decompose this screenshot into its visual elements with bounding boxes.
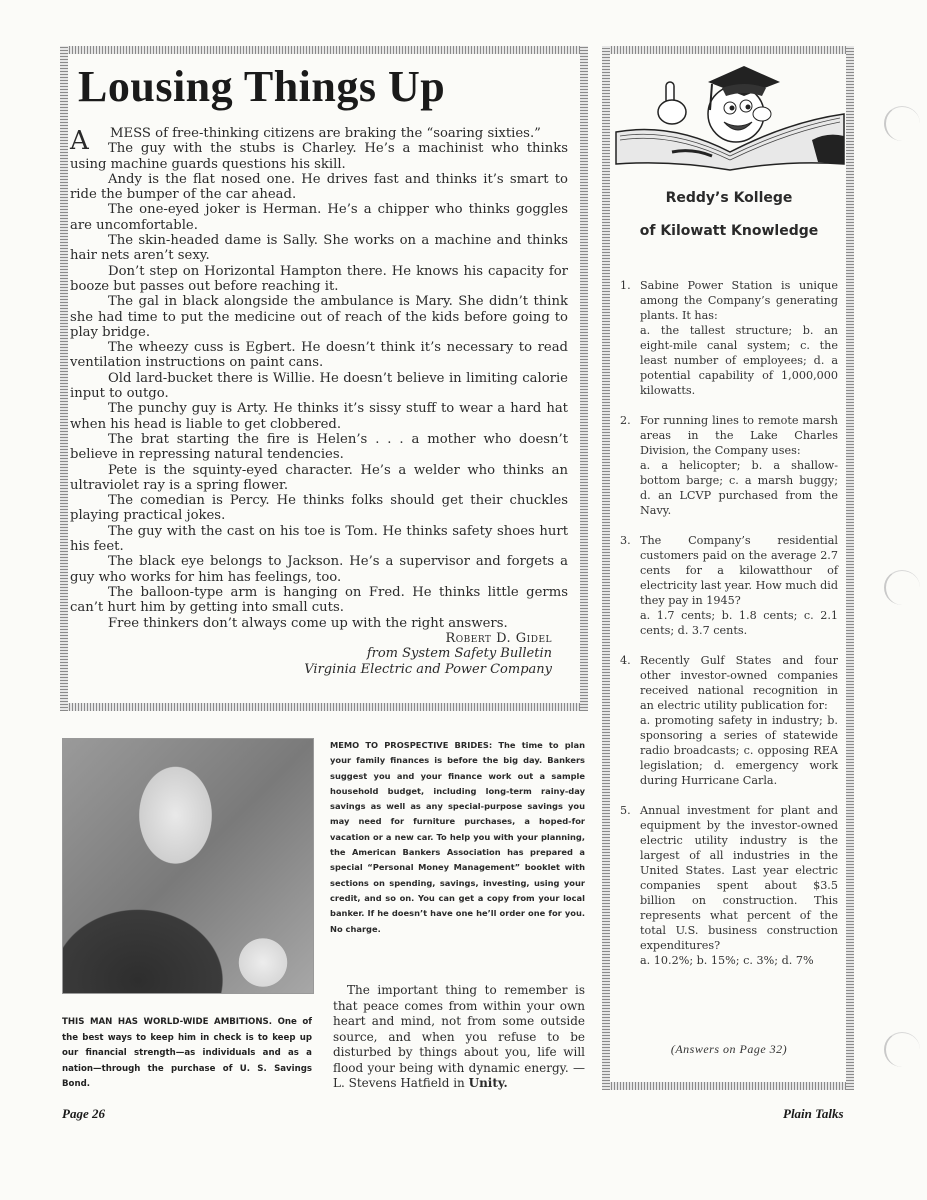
article-paragraph: The black eye belongs to Jackson. He’s a supervisor and forgets a guy who works for him has feelings, too. [70, 554, 568, 585]
quiz-panel [612, 52, 846, 1088]
article-paragraph: Andy is the flat nosed one. He drives fast and thinks it’s smart to ride the bumper of the car ahead. [70, 171, 568, 203]
article-paragraph: The comedian is Percy. He thinks folks should get their chuckles playing practical jokes. [70, 493, 568, 524]
quote-source: Unity. [468, 1076, 508, 1090]
article-paragraph: The guy with the cast on his toe is Tom. He thinks safety shoes hurt his feet. [70, 523, 568, 555]
source-company: Virginia Electric and Power Company [304, 661, 552, 677]
article-paragraph: Free thinkers don’t always come up with the right answers. [108, 615, 508, 631]
publication-name: Plain Talks [783, 1106, 844, 1121]
question-text: Sabine Power Station is unique among the Company’s generating plants. It has: [640, 279, 838, 322]
caption-text: One of the best ways to keep him in check is to keep up our financial strength—as individuals and as a nation—through the purchase of U. S. Savings Bond. [62, 1017, 312, 1089]
article-border-right [580, 46, 588, 711]
page-number: Page 26 [62, 1106, 105, 1121]
question-options: a. a helicopter; b. a shallow-bottom barge; c. a marsh buggy; d. an LCVP purchased from the Navy. [640, 459, 838, 517]
article-paragraph: The guy with the stubs is Charley. He’s a machinist who thinks using machine guards questions his skill. [70, 141, 568, 172]
article-paragraph: The wheezy cuss is Egbert. He doesn’t think it’s necessary to read ventilation instructions on paint cans. [70, 340, 568, 371]
author-name: Robert D. Gidel [445, 630, 552, 646]
portrait-photo [62, 738, 314, 994]
article-border-left [60, 46, 68, 711]
article-paragraph: The balloon-type arm is hanging on Fred. He thinks little germs can’t hurt him by getting into small cuts. [70, 584, 568, 616]
memo-text: The time to plan your family finances is before the big day. Bankers suggest you and your finance work out a sample household budget, including long-term rainy-day savings as well as any special-purpose savings you may need for furniture purchases, a hoped-for vacation or a new car. To help you with your planning, the American Bankers Association has prepared a special “Personal Money Management” booklet with sections on spending, savings, investing, using your credit, and so on. You can get a copy from your local banker. If he doesn’t have one he’ll order one for you. No charge. [330, 740, 586, 934]
article-border-top [60, 46, 588, 54]
article-paragraph: The skin-headed dame is Sally. She works on a machine and thinks hair nets aren’t sexy. [70, 233, 568, 264]
quiz-questions [620, 278, 838, 983]
quiz-question: 1. Sabine Power Station is unique among the Company’s generating plants. It has: a. the tallest structure; b. an eight-mile canal system; c. the least number of employees; d. a potential capability of 1,000,000 kilowatts. [620, 279, 838, 397]
quiz-question: 2. For running lines to remote marsh areas in the Lake Charles Division, the Company uses: a. a helicopter; b. a shallow-bottom barge; c. a marsh buggy; d. an LCVP purchased from the Navy. [620, 414, 838, 517]
source-line: from System Safety Bulletin [366, 646, 552, 662]
article-paragraph: Pete is the squinty-eyed character. He’s a welder who thinks an ultraviolet ray is a spring flower. [70, 462, 568, 493]
article-body [70, 126, 568, 677]
article-paragraph: The punchy guy is Arty. He thinks it’s sissy stuff to wear a hard hat when his head is liable to get clobbered. [70, 401, 568, 432]
reddy-kilowatt-mascot-icon [612, 52, 846, 172]
question-options: a. promoting safety in industry; b. sponsoring a series of statewide radio broadcasts; c. opposing REA legislation; d. emergency work during Hurricane Carla. [640, 714, 838, 787]
article [70, 58, 568, 694]
quote-block [333, 983, 585, 1092]
caption-lead: THIS MAN HAS WORLD-WIDE AMBITIONS. [62, 1017, 273, 1027]
binder-hole [884, 106, 920, 141]
article-paragraph: A MESS of free-thinking citizens are braking the “soaring sixties.” [70, 126, 541, 156]
quiz-question: 4. Recently Gulf States and four other investor-owned companies received national recognition in an electric utility publication for: a. promoting safety in industry; b. sponsoring a series of statewide radio broadcasts; c. opposing REA legislation; d. emergency work during Hurricane Carla. [620, 654, 838, 787]
article-paragraph: The gal in black alongside the ambulance is Mary. She didn’t think she had time to put the medicine out of reach of the kids before going to play bridge. [70, 294, 568, 340]
photo-caption [62, 1015, 312, 1093]
binder-hole [884, 570, 920, 605]
question-text: For running lines to remote marsh areas in the Lake Charles Division, the Company uses: [640, 414, 838, 457]
article-title: Lousing Things Up [78, 62, 446, 111]
article-border-bottom [60, 703, 588, 711]
byline [70, 631, 568, 678]
quiz-title-line2: of Kilowatt Knowledge [639, 223, 819, 239]
memo-lead: MEMO TO PROSPECTIVE BRIDES: [330, 740, 493, 750]
quiz-question: 5. Annual investment for plant and equipment by the investor-owned electric utility industry is the largest of all industries in the United States. Last year electric companies spent about $3.5 billion on construction. This represents what percent of the total U.S. business construction expenditures? a. 10.2%; b. 15%; c. 3%; d. 7% [620, 804, 838, 967]
quiz-border-left [602, 46, 610, 1090]
article-paragraph: The one-eyed joker is Herman. He’s a chipper who thinks goggles are uncomfortable. [70, 202, 568, 233]
question-text: Recently Gulf States and four other investor-owned companies received national recognition in an electric utility publication for: [640, 654, 838, 712]
question-options: a. the tallest structure; b. an eight-mile canal system; c. the least number of employees; d. a potential capability of 1,000,000 kilowatts. [640, 324, 838, 397]
drop-cap: A [70, 126, 89, 156]
article-paragraph: Don’t step on Horizontal Hampton there. He knows his capacity for booze but passes out before reaching it. [70, 263, 568, 294]
question-options: a. 1.7 cents; b. 1.8 cents; c. 2.1 cents; d. 3.7 cents. [640, 609, 838, 637]
memo-block [330, 738, 585, 937]
quiz-question: 3. The Company’s residential customers paid on the average 2.7 cents for a kilowatthour of electricity last year. How much did they pay in 1945? a. 1.7 cents; b. 1.8 cents; c. 2.1 cents; d. 3.7 cents. [620, 534, 838, 637]
article-paragraph: Old lard-bucket there is Willie. He doesn’t believe in limiting calorie input to outgo. [70, 370, 568, 402]
question-text: The Company’s residential customers paid on the average 2.7 cents for a kilowatthour of electricity last year. How much did they pay in 1945? [640, 534, 838, 607]
question-text: Annual investment for plant and equipment by the investor-owned electric utility industry is the largest of all industries in the United States. Last year electric companies spent about $3.5 billion on construction. This represents what percent of the total U.S. business construction expenditures? [640, 804, 838, 952]
article-paragraph: The brat starting the fire is Helen’s . . . a mother who doesn’t believe in repressing natural tendencies. [70, 431, 568, 463]
quote-text: The important thing to remember is that peace comes from within your own heart and mind, not from some outside source, and when you refuse to be disturbed by things about you, life will flood your being with dynamic energy. —L. Stevens Hatfield in [333, 983, 585, 1090]
quiz-title-line1: Reddy’s Kollege [665, 190, 793, 206]
binder-hole [884, 1032, 920, 1067]
quiz-title [612, 182, 846, 248]
question-options: a. 10.2%; b. 15%; c. 3%; d. 7% [640, 954, 814, 967]
answers-note: (Answers on Page 32) [670, 1042, 788, 1056]
quiz-border-right [846, 46, 854, 1090]
